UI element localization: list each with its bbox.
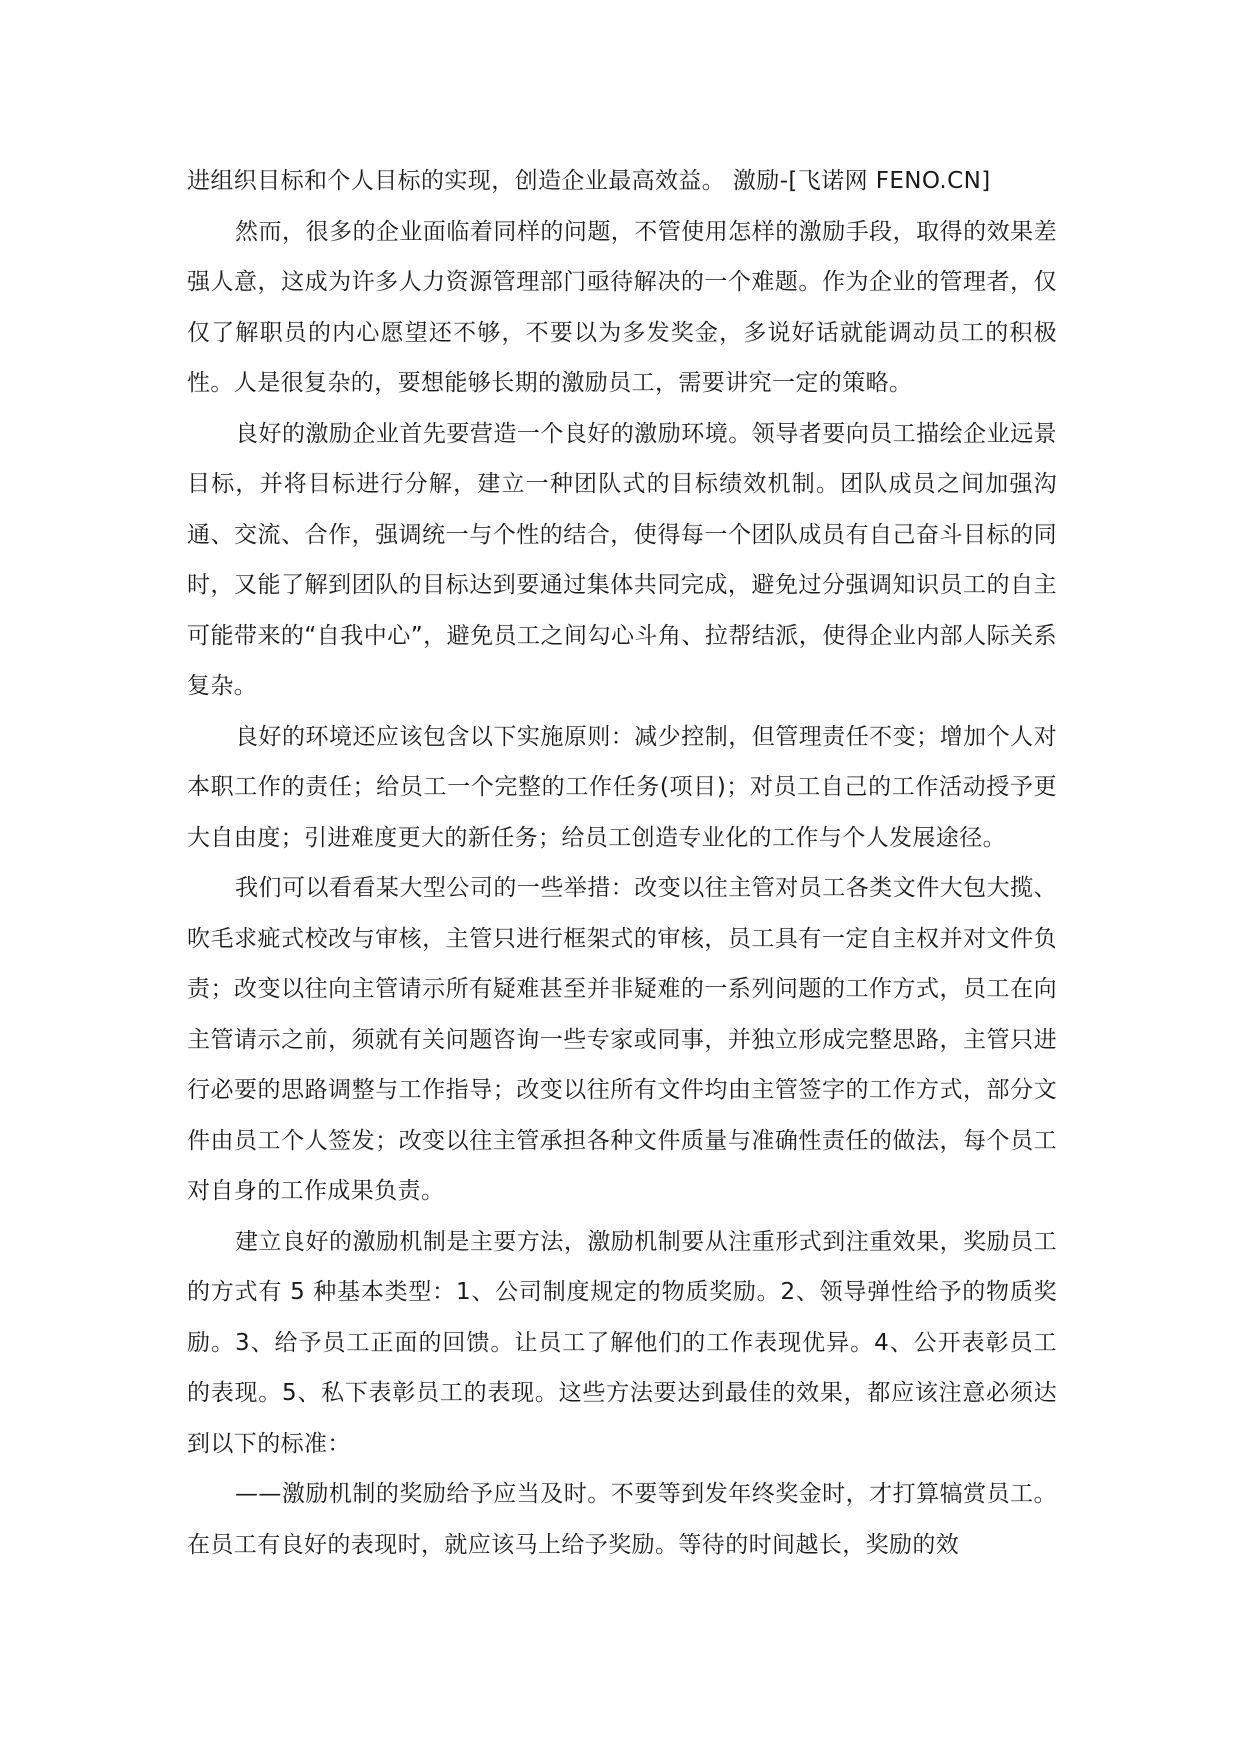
paragraph-1: 进组织目标和个人目标的实现，创造企业最高效益。 激励-[飞诺网 FENO.CN] bbox=[187, 168, 991, 194]
paragraph-4: 良好的环境还应该包含以下实施原则：减少控制，但管理责任不变；增加个人对本职工作的责任；给员工一个完整的工作任务(项目)；对员工自己的工作活动授予更大自由度；引进难度更大的新任务；给员工创造专业化的工作与个人发展途径。 bbox=[187, 723, 1057, 851]
paragraph-6: 建立良好的激励机制是主要方法，激励机制要从注重形式到注重效果，奖励员工的方式有 5 种基本类型：1、公司制度规定的物质奖励。2、领导弹性给予的物质奖励。3、给予员工正面的回馈。让员工了解他们的工作表现优异。4、公开表彰员工的表现。5、私下表彰员工的表现。这些方法要达到最佳的效果，都应该注意必须达到以下的标准： bbox=[187, 1228, 1057, 1457]
paragraph-5: 我们可以看看某大型公司的一些举措：改变以往主管对员工各类文件大包大揽、吹毛求疵式校改与审核，主管只进行框架式的审核，员工具有一定自主权并对文件负责；改变以往向主管请示所有疑难甚至并非疑难的一系列问题的工作方式，员工在向主管请示之前，须就有关问题咨询一些专家或同事，并独立形成完整思路，主管只进行必要的思路调整与工作指导；改变以往所有文件均由主管签字的工作方式，部分文件由员工个人签发；改变以往主管承担各种文件质量与准确性责任的做法，每个员工对自身的工作成果负责。 bbox=[187, 875, 1057, 1204]
paragraph-3: 良好的激励企业首先要营造一个良好的激励环境。领导者要向员工描绘企业远景目标，并将目标进行分解，建立一种团队式的目标绩效机制。团队成员之间加强沟通、交流、合作，强调统一与个性的结合，使得每一个团队成员有自己奋斗目标的同时，又能了解到团队的目标达到要通过集体共同完成，避免过分强调知识员工的自主可能带来的“自我中心”，避免员工之间勾心斗角、拉帮结派，使得企业内部人际关系复杂。 bbox=[187, 420, 1057, 699]
paragraph-2: 然而，很多的企业面临着同样的问题，不管使用怎样的激励手段，取得的效果差强人意，这成为许多人力资源管理部门亟待解决的一个难题。作为企业的管理者，仅仅了解职员的内心愿望还不够，不要以为多发奖金，多说好话就能调动员工的积极性。人是很复杂的，要想能够长期的激励员工，需要讲究一定的策略。 bbox=[187, 218, 1057, 396]
paragraph-7: ——激励机制的奖励给予应当及时。不要等到发年终奖金时，才打算犒赏员工。在员工有良好的表现时，就应该马上给予奖励。等待的时间越长，奖励的效 bbox=[187, 1481, 1057, 1558]
document-body bbox=[187, 156, 1057, 1570]
